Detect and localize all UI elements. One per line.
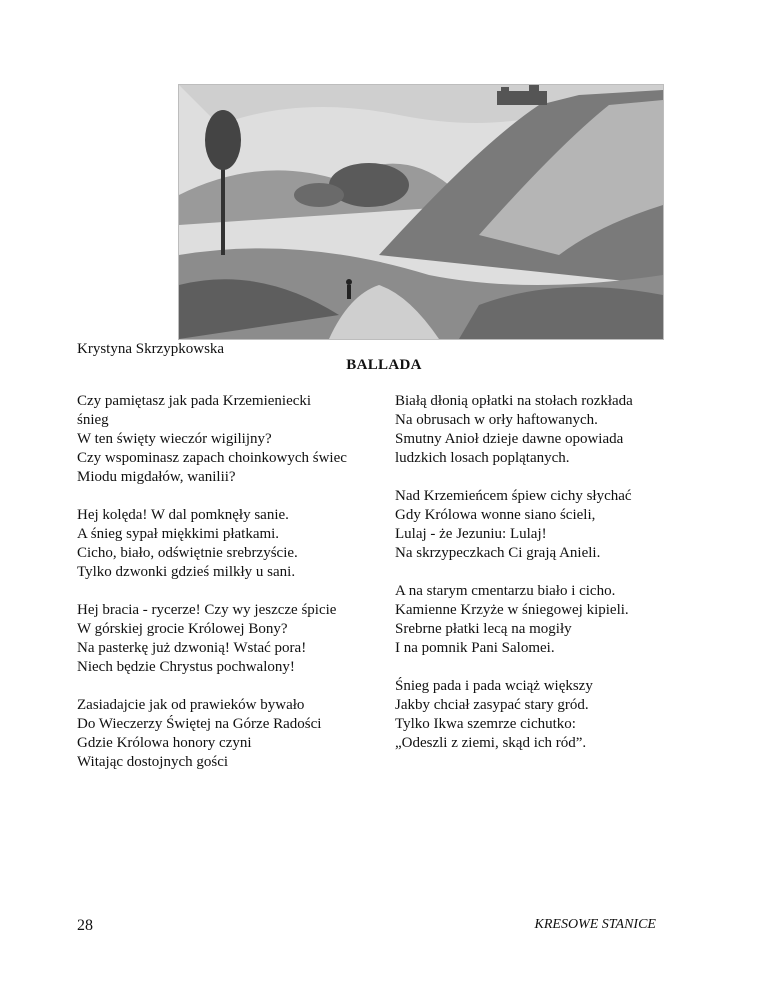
poem-right-column <box>395 392 695 772</box>
poem-line: Na obrusach w orły haftowanych. <box>395 412 598 428</box>
poem-line: Witając dostojnych gości <box>77 754 229 770</box>
landscape-engraving-icon <box>179 85 663 339</box>
poem-line: śnieg <box>77 412 109 428</box>
poem-line: A na starym cmentarzu biało i cicho. <box>395 583 616 599</box>
stanza <box>395 392 695 468</box>
stanza <box>395 487 695 563</box>
poem-line: Srebrne płatki lecą na mogiły <box>395 621 572 637</box>
poem-line: Gdzie Królowa honory czyni <box>77 735 252 751</box>
poem-line: Białą dłonią opłatki na stołach rozkłada <box>395 393 633 409</box>
poem-line: W górskiej grocie Królowej Bony? <box>77 621 288 637</box>
stanza <box>77 696 377 772</box>
stanza <box>395 677 695 753</box>
stanza <box>77 601 377 677</box>
poem-line: A śnieg sypał miękkimi płatkami. <box>77 526 280 542</box>
poem-line: Gdy Królowa wonne siano ścieli, <box>395 507 596 523</box>
poem-line: Kamienne Krzyże w śniegowej kipieli. <box>395 602 629 618</box>
landscape-illustration <box>178 84 664 340</box>
poem-line: W ten święty wieczór wigilijny? <box>77 431 272 447</box>
poem-line: Niech będzie Chrystus pochwalony! <box>77 659 295 675</box>
poem-line: I na pomnik Pani Salomei. <box>395 640 555 656</box>
poem-line: Hej bracia - rycerze! Czy wy jeszcze śpicie <box>77 602 337 618</box>
poem-left-column <box>77 392 377 791</box>
poem-line: ludzkich losach poplątanych. <box>395 450 570 466</box>
author-name: Krystyna Skrzypkowska <box>77 341 225 357</box>
poem-line: Jakby chciał zasypać stary gród. <box>395 697 589 713</box>
poem-line: „Odeszli z ziemi, skąd ich ród”. <box>395 735 587 751</box>
poem-title: BALLADA <box>346 357 422 373</box>
poem-line: Miodu migdałów, wanilii? <box>77 469 236 485</box>
stanza <box>77 506 377 582</box>
poem-line: Smutny Anioł dzieje dawne opowiada <box>395 431 624 447</box>
stanza <box>77 392 377 487</box>
poem-line: Czy pamiętasz jak pada Krzemieniecki <box>77 393 312 409</box>
poem-line: Nad Krzemieńcem śpiew cichy słychać <box>395 488 632 504</box>
poem-line: Cicho, biało, odświętnie srebrzyście. <box>77 545 298 561</box>
poem-line: Zasiadajcie jak od prawieków bywało <box>77 697 305 713</box>
poem-line: Do Wieczerzy Świętej na Górze Radości <box>77 716 322 732</box>
page-number: 28 <box>77 917 93 934</box>
poem-line: Tylko dzwonki gdzieś milkły u sani. <box>77 564 296 580</box>
journal-title: KRESOWE STANICE <box>534 917 656 932</box>
poem-line: Na pasterkę już dzwonią! Wstać pora! <box>77 640 307 656</box>
poem-line: Śnieg pada i pada wciąż większy <box>395 678 593 694</box>
poem-line: Tylko Ikwa szemrze cichutko: <box>395 716 576 732</box>
poem-line: Hej kolęda! W dal pomknęły sanie. <box>77 507 289 523</box>
poem-line: Lulaj - że Jezuniu: Lulaj! <box>395 526 547 542</box>
poem-line: Na skrzypeczkach Ci grają Anieli. <box>395 545 601 561</box>
poem-line: Czy wspominasz zapach choinkowych świec <box>77 450 347 466</box>
stanza <box>395 582 695 658</box>
